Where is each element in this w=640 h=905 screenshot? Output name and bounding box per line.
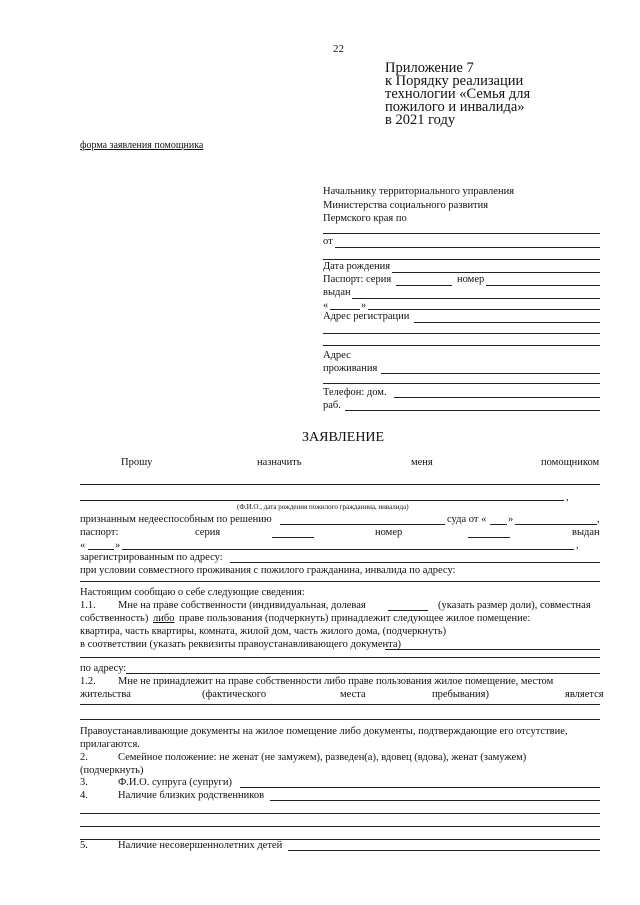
court-quote-close: » [508, 514, 514, 525]
annex-line-3: технологии «Семья для [385, 86, 531, 102]
p5-text: Наличие несовершеннолетних детей [118, 840, 283, 851]
phone-work-label: раб. [323, 400, 341, 411]
p4-text: Наличие близких родственников [118, 790, 265, 801]
p12-number: 1.2. [80, 676, 96, 687]
children-field[interactable] [288, 850, 600, 851]
annex-line-4: пожилого и инвалида» [385, 99, 525, 115]
annex-header [385, 62, 530, 127]
issued-label-2: выдан [572, 527, 600, 538]
request-word-3: меня [411, 457, 433, 468]
from-label: от [323, 236, 333, 247]
residence-place-field[interactable] [80, 704, 600, 705]
birth-date-label: Дата рождения [323, 261, 391, 272]
docs-line-1: Правоустанавливающие документы на жилое помещение либо документы, подтверждающие его отсутствие, [80, 726, 568, 737]
p3-text: Ф.И.О. супруга (супруги) [118, 777, 232, 788]
statement-title: ЗАЯВЛЕНИЕ [302, 430, 385, 445]
relatives-field-3[interactable] [80, 826, 600, 827]
inform-text: Настоящим сообщаю о себе следующие сведения: [80, 587, 305, 598]
reg-address-field[interactable] [414, 322, 600, 323]
court-day-field[interactable] [490, 524, 507, 525]
issued-quote-close: » [115, 540, 121, 551]
reg-address-field-3[interactable] [323, 345, 600, 346]
residence-field[interactable] [381, 373, 600, 374]
cohabitation-field[interactable] [80, 581, 600, 582]
decision-field[interactable] [280, 524, 445, 525]
p11-text-2: (указать размер доли), совместная [438, 600, 591, 611]
issued-field[interactable] [352, 298, 600, 299]
issued-comma: , [576, 540, 579, 551]
p2-number: 2. [80, 752, 88, 763]
series-field[interactable] [272, 537, 314, 538]
issued-date-field-2[interactable] [122, 549, 574, 550]
p11-number: 1.1. [80, 600, 96, 611]
passport-number-field[interactable] [486, 285, 600, 286]
passport-series-label: Паспорт: серия [323, 274, 392, 285]
annex-line-1: Приложение 7 [385, 60, 474, 76]
phone-home-field[interactable] [394, 397, 600, 398]
phone-work-field[interactable] [345, 410, 600, 411]
recognized-text: признанным недееспособным по решению [80, 514, 272, 525]
cohabitation-label: при условии совместного проживания с пожилого гражданина, инвалида по адресу: [80, 565, 456, 576]
title-doc-field-2[interactable] [80, 657, 600, 658]
p4-number: 4. [80, 790, 88, 801]
issued-day-field[interactable] [330, 309, 360, 310]
p5-number: 5. [80, 840, 88, 851]
p2-line2: (подчеркнуть) [80, 765, 144, 776]
p11-line2-b: праве пользования (подчеркнуть) принадлежит следующее жилое помещение: [179, 613, 531, 624]
from-field-2[interactable] [323, 259, 600, 260]
request-word-2: назначить [257, 457, 302, 468]
fio-field-1[interactable] [80, 484, 600, 485]
p11-line2-or: либо [153, 613, 175, 624]
p2-text: Семейное положение: не женат (не замужем), разведен(а), вдовец (вдова), женат (замужем) [118, 752, 527, 763]
spouse-field[interactable] [240, 787, 600, 788]
registered-field[interactable] [230, 562, 600, 563]
passport-label: паспорт: [80, 527, 119, 538]
fio-field-2[interactable] [80, 500, 564, 501]
residence-place-field-2[interactable] [80, 719, 600, 720]
issued-quote-open: « [80, 540, 86, 551]
court-date-field[interactable] [515, 524, 597, 525]
p12-word-4: пребывания) [432, 689, 489, 700]
court-comma: , [597, 514, 600, 525]
number-label: номер [375, 527, 403, 538]
phone-home-label: Телефон: дом. [323, 387, 387, 398]
birth-date-field[interactable] [392, 272, 600, 273]
residence-label-1: Адрес [323, 350, 351, 361]
court-from-label: суда от « [447, 514, 487, 525]
request-word-1: Прошу [121, 457, 153, 468]
fio-comma: , [566, 492, 569, 503]
issued-date-quote-open: « [323, 300, 329, 311]
passport-series-field[interactable] [396, 285, 452, 286]
issued-date-field[interactable] [368, 309, 600, 310]
p12-text: Мне не принадлежит на праве собственности либо праве пользования жилое помещение, местом [118, 676, 554, 687]
from-field[interactable] [335, 247, 600, 248]
page-number: 22 [333, 43, 344, 55]
p12-word-3: места [340, 689, 366, 700]
series-label: серия [195, 527, 221, 538]
fio-caption: (Ф.И.О., дата рождения пожилого гражданина, инвалида) [237, 503, 409, 511]
form-title: форма заявления помощника [80, 140, 204, 151]
p12-word-2: (фактического [202, 689, 267, 700]
p11-line3: квартира, часть квартиры, комната, жилой дом, часть жилого дома, (подчеркнуть) [80, 626, 447, 637]
addressee-line-1: Начальнику территориального управления [323, 186, 515, 197]
share-field[interactable] [388, 610, 428, 611]
reg-address-field-2[interactable] [323, 333, 600, 334]
number-field[interactable] [468, 537, 510, 538]
issued-label: выдан [323, 287, 351, 298]
residence-label-2: проживания [323, 363, 378, 374]
addressee-line-2: Министерства социального развития [323, 200, 489, 211]
registered-label: зарегистрированным по адресу: [80, 552, 223, 563]
p3-number: 3. [80, 777, 88, 788]
residence-field-2[interactable] [323, 383, 600, 384]
annex-line-2: к Порядку реализации [385, 73, 524, 89]
relatives-field-2[interactable] [80, 813, 600, 814]
issued-day-field-2[interactable] [88, 549, 114, 550]
request-word-4: помощником [541, 457, 600, 468]
at-address-field[interactable] [126, 673, 600, 674]
passport-number-label: номер [457, 274, 485, 285]
p11-text-1: Мне на праве собственности (индивидуальная, долевая [118, 600, 366, 611]
title-doc-field[interactable] [385, 649, 600, 650]
docs-line-2: прилагаются. [80, 739, 140, 750]
relatives-field[interactable] [270, 800, 600, 801]
p12-word-5: является [565, 689, 604, 700]
issued-date-quote-close: » [361, 300, 367, 311]
p11-line4: в соответствии (указать реквизиты правоустанавливающего документа) [80, 639, 402, 650]
p12-word-1: жительства [80, 689, 131, 700]
at-address-label: по адресу: [80, 663, 127, 674]
reg-address-label: Адрес регистрации [323, 311, 410, 322]
p11-line2-a: собственность) [80, 613, 149, 624]
annex-line-5: в 2021 году [385, 112, 456, 128]
addressee-blank-line[interactable] [323, 233, 600, 234]
addressee-line-3: Пермского края по [323, 213, 407, 224]
